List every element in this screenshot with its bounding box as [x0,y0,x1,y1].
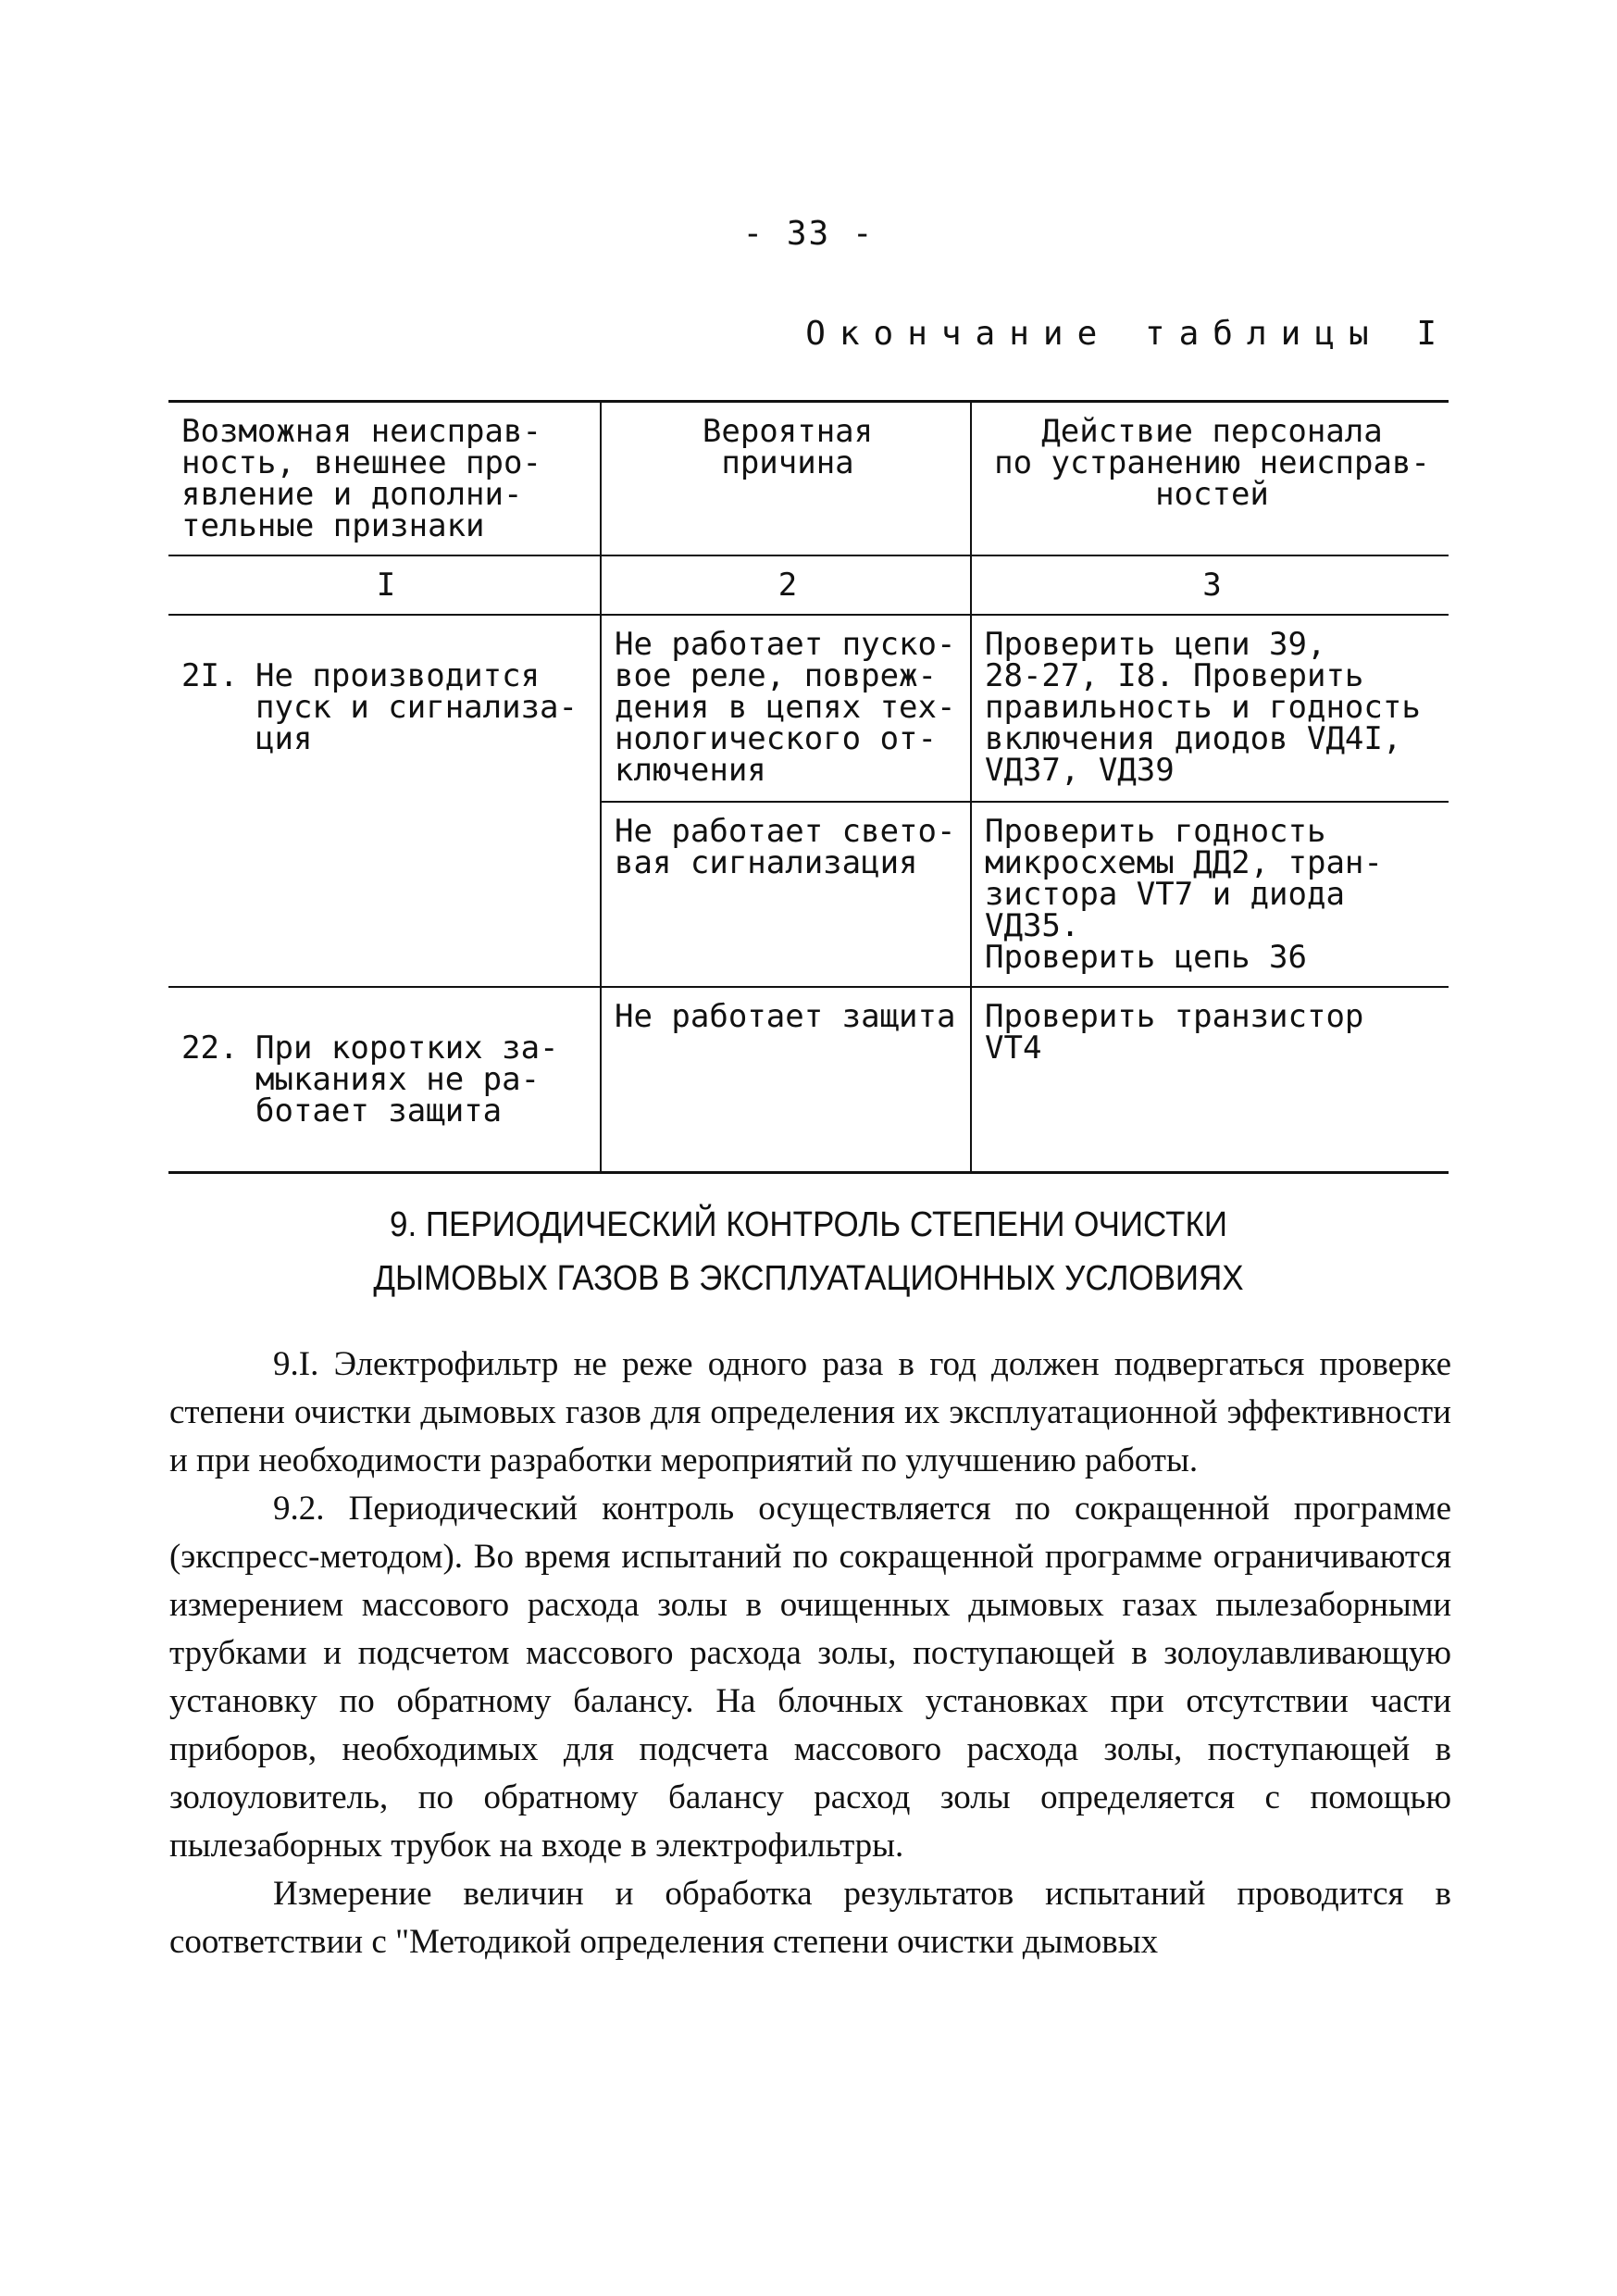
header-cause: Вероятная причина [601,402,971,556]
column-number-row [168,555,1449,615]
header-fault: Возможная неисправ- ность, внешнее про- явление и дополни- тельные признаки [168,402,601,556]
cause-cell: Не работает пуско- вое реле, повреж- дения в цепях тех- нологического от- ключения [601,615,971,802]
table-header-row [168,402,1449,556]
fault-table [168,400,1449,1174]
action-cell: Проверить годность микросхемы ДД2, тран- зистора VT7 и диода VД35. Проверить цепь 36 [971,802,1449,987]
section-title-line-1: 9. ПЕРИОДИЧЕСКИЙ КОНТРОЛЬ СТЕПЕНИ ОЧИСТКИ [390,1205,1227,1244]
paragraph-measurement: Измерение величин и обработка результатов испытаний проводится в соответствии с "Методикой определения степени очистки дымовых [169,1875,1451,1961]
cause-cell: Не работает защита [601,987,971,1173]
row-number: 2I. [181,657,239,694]
section-body [169,1341,1451,1966]
header-action: Действие персонала по устранению неисправ- ностей [971,402,1449,556]
section-title-line-2: ДЫМОВЫХ ГАЗОВ В ЭКСПЛУАТАЦИОННЫХ УСЛОВИЯХ [373,1259,1244,1298]
fault-text: При коротких за- мыканиях не ра- ботает защита [255,1029,559,1129]
fault-cell [168,615,601,987]
row-number: 22. [181,1029,239,1067]
cause-cell: Не работает свето- вая сигнализация [601,802,971,987]
paragraph-9-2: 9.2. Периодический контроль осуществляется по сокращенной программе (экспресс-методом). Во время испытаний по сокращенной программе ограничиваются измерением массового расхода золы в очищенных дымовых газах пылезаборными трубками и подсчетом массового расхода золы, поступающей в золоулавливающую установку по обратному балансу. На блочных установках при отсутствии части приборов, необходимых для подсчета массового расхода золы, поступающей в золоуловитель, по обратному балансу расход золы определяется с помощью пылезаборных трубок на входе в электрофильтры. [169,1490,1451,1865]
section-title [65,1198,1552,1305]
action-cell: Проверить транзистор VT4 [971,987,1449,1173]
fault-cell [168,987,601,1173]
table-row [168,615,1449,802]
action-cell: Проверить цепи 39, 28-27, I8. Проверить правильность и годность включения диодов VД4I, VД37, VД39 [971,615,1449,802]
fault-text: Не производится пуск и сигнализа- ция [255,657,578,757]
column-number-3: 3 [971,555,1449,615]
table-caption: Окончание таблицы I [805,315,1450,353]
page-number: - 33 - [742,215,875,253]
table-row [168,987,1449,1173]
column-number-2: 2 [601,555,971,615]
column-number-1: I [168,555,601,615]
paragraph-9-1: 9.I. Электрофильтр не реже одного раза в год должен подвергаться проверке степени очистки дымовых газов для определения их эксплуатационной эффективности и при необходимости разработки мероприятий по улучшению работы. [169,1345,1451,1479]
